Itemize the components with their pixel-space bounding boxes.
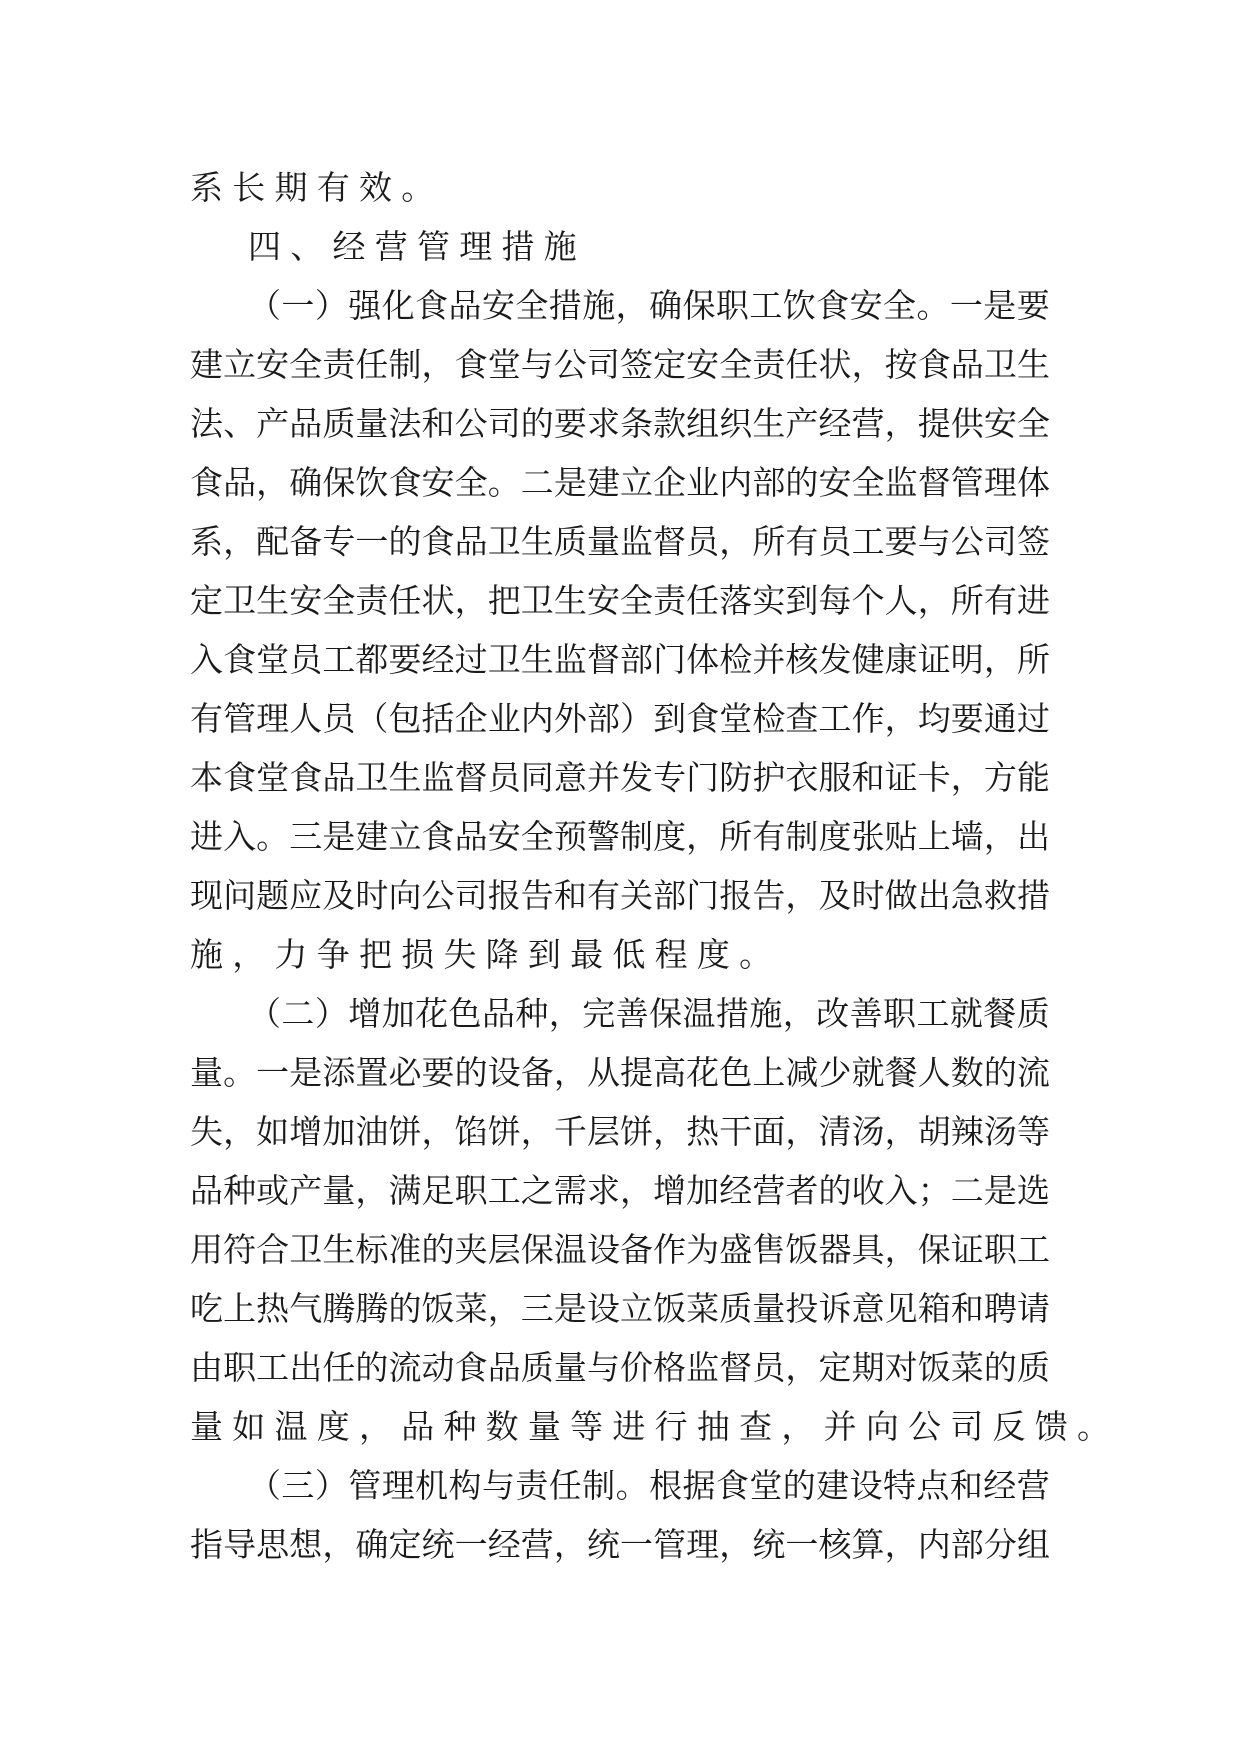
paragraph-line: 法 、 产 品 质 量 法 和 公 司 的 要 求 条 款 组 织 生 产 经 营 ， 提 供 安 全: [190, 404, 1050, 443]
paragraph-line: 品 种 或 产 量 ， 满 足 职 工 之 需 求 ， 增 加 经 营 者 的 收 入 ； 二 是 选: [190, 1171, 1050, 1210]
paragraph-line: （ 二 ） 增 加 花 色 品 种 ， 完 善 保 温 措 施 ， 改 善 职 工 就 餐 质: [248, 994, 1050, 1033]
paragraph-line: 现 问 题 应 及 时 向 公 司 报 告 和 有 关 部 门 报 告 ， 及 时 做 出 急 救 措: [190, 876, 1050, 915]
section-heading: 四、经营管理措施: [248, 227, 586, 266]
paragraph-line: 有 管 理 人 员 （ 包 括 企 业 内 外 部 ） 到 食 堂 检 查 工 作 ， 均 要 通 过: [190, 699, 1050, 738]
paragraph-line: 入 食 堂 员 工 都 要 经 过 卫 生 监 督 部 门 体 检 并 核 发 健 康 证 明 ， 所: [190, 640, 1050, 679]
paragraph-line: 食 品 ， 确 保 饮 食 安 全 。 二 是 建 立 企 业 内 部 的 安 全 监 督 管 理 体: [190, 463, 1050, 502]
paragraph-line: （ 一 ） 强 化 食 品 安 全 措 施 ， 确 保 职 工 饮 食 安 全 。 一 是 要: [248, 286, 1050, 325]
paragraph-line: 量 。 一 是 添 置 必 要 的 设 备 ， 从 提 高 花 色 上 减 少 就 餐 人 数 的 流: [190, 1053, 1050, 1092]
paragraph-line: 系 ， 配 备 专 一 的 食 品 卫 生 质 量 监 督 员 ， 所 有 员 工 要 与 公 司 签: [190, 522, 1050, 561]
paragraph-line: 系长期有效。: [190, 168, 444, 207]
paragraph-line: 由 职 工 出 任 的 流 动 食 品 质 量 与 价 格 监 督 员 ， 定 期 对 饭 菜 的 质: [190, 1348, 1050, 1387]
paragraph-line: 定 卫 生 安 全 责 任 状 ， 把 卫 生 安 全 责 任 落 实 到 每 个 人 ， 所 有 进: [190, 581, 1050, 620]
paragraph-line: 施，力争把损失降到最低程度。: [190, 935, 782, 974]
paragraph-line: 进 入 。 三 是 建 立 食 品 安 全 预 警 制 度 ， 所 有 制 度 张 贴 上 墙 ， 出: [190, 817, 1050, 856]
paragraph-line: 本 食 堂 食 品 卫 生 监 督 员 同 意 并 发 专 门 防 护 衣 服 和 证 卡 ， 方 能: [190, 758, 1050, 797]
paragraph-line: 量如温度，品种数量等进行抽查，并向公司反馈。: [190, 1407, 1120, 1446]
paragraph-line: 建 立 安 全 责 任 制 ， 食 堂 与 公 司 签 定 安 全 责 任 状 ， 按 食 品 卫 生: [190, 345, 1050, 384]
body-text: [190, 158, 1120, 1574]
paragraph-line: 用 符 合 卫 生 标 准 的 夹 层 保 温 设 备 作 为 盛 售 饭 器 具 ， 保 证 职 工: [190, 1230, 1050, 1269]
paragraph-line: 指 导 思 想 ， 确 定 统 一 经 营 ， 统 一 管 理 ， 统 一 核 算 ， 内 部 分 组: [190, 1525, 1050, 1564]
paragraph-line: 吃 上 热 气 腾 腾 的 饭 菜 ， 三 是 设 立 饭 菜 质 量 投 诉 意 见 箱 和 聘 请: [190, 1289, 1050, 1328]
paragraph-line: 失 ， 如 增 加 油 饼 ， 馅 饼 ， 千 层 饼 ， 热 干 面 ， 清 汤 ， 胡 辣 汤 等: [190, 1112, 1050, 1151]
paragraph-line: （ 三 ） 管 理 机 构 与 责 任 制 。 根 据 食 堂 的 建 设 特 点 和 经 营: [248, 1466, 1050, 1505]
